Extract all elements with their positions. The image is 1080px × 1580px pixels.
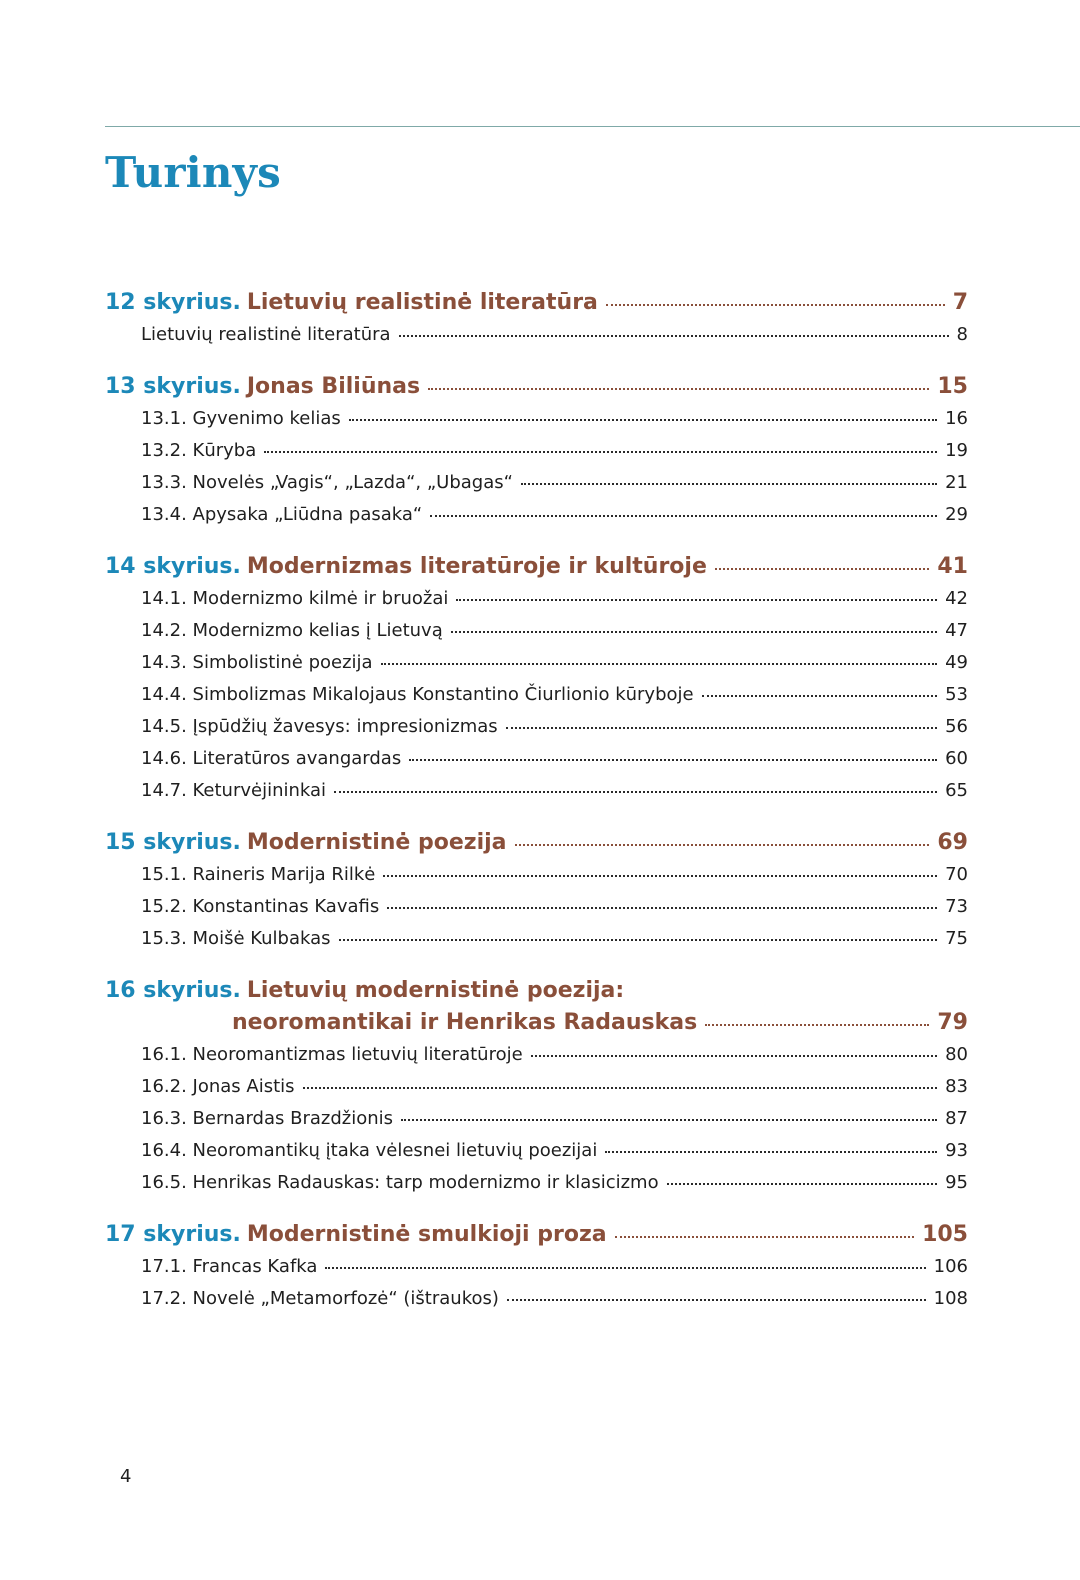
entry-title: 14.6. Literatūros avangardas [141,748,402,769]
toc-entry[interactable] [105,1251,968,1283]
entry-page: 29 [945,504,968,525]
dot-leader [451,621,937,633]
toc-entry[interactable] [105,1103,968,1135]
chapter-16[interactable] [105,975,968,1199]
dot-leader [381,653,938,665]
entry-title: 16.1. Neoromantizmas lietuvių literatūroje [141,1044,523,1065]
entry-title: 17.2. Novelė „Metamorfozė“ (ištraukos) [141,1288,499,1309]
entry-title: 16.4. Neoromantikų įtaka vėlesnei lietuvių poezijai [141,1140,598,1161]
table-of-contents [105,287,968,1335]
chapter-page: 7 [952,290,968,315]
chapter-13[interactable] [105,371,968,531]
dot-leader [428,378,929,390]
toc-entry[interactable] [105,615,968,647]
entry-page: 108 [933,1288,968,1309]
toc-entry[interactable] [105,403,968,435]
toc-entry[interactable] [105,647,968,679]
chapter-number: 15 skyrius. [105,830,241,855]
dot-leader [507,1289,926,1301]
chapter-heading[interactable] [105,287,968,319]
entry-title: 14.1. Modernizmo kilmė ir bruožai [141,588,449,609]
chapter-heading[interactable] [105,827,968,859]
toc-entry[interactable] [105,679,968,711]
entry-title: Lietuvių realistinė literatūra [141,324,391,345]
entry-page: 75 [945,928,968,949]
section-list [105,583,968,807]
entry-page: 65 [945,780,968,801]
dot-leader [430,505,937,517]
chapter-12[interactable] [105,287,968,351]
entry-page: 47 [945,620,968,641]
entry-title: 17.1. Francas Kafka [141,1256,318,1277]
entry-page: 49 [945,652,968,673]
section-list [105,403,968,531]
page-number: 4 [120,1466,132,1487]
chapter-heading[interactable] [105,371,968,403]
chapter-page: 105 [922,1222,968,1247]
entry-title: 15.1. Raineris Marija Rilkė [141,864,376,885]
entry-page: 106 [933,1256,968,1277]
toc-entry[interactable] [105,499,968,531]
dot-leader [264,441,937,453]
entry-page: 19 [945,440,968,461]
toc-entry[interactable] [105,1071,968,1103]
dot-leader [615,1226,914,1238]
entry-page: 70 [945,864,968,885]
toc-entry[interactable] [105,467,968,499]
dot-leader [349,409,937,421]
entry-title: 13.2. Kūryba [141,440,257,461]
entry-title: 16.2. Jonas Aistis [141,1076,295,1097]
entry-page: 42 [945,588,968,609]
chapter-title: Modernistinė poezija [246,830,507,855]
section-list [105,1039,968,1199]
entry-title: 14.7. Keturvėjininkai [141,780,327,801]
entry-page: 60 [945,748,968,769]
dot-leader [606,294,945,306]
chapter-title: Modernistinė smulkioji proza [246,1222,607,1247]
entry-title: 14.4. Simbolizmas Mikalojaus Konstantino Čiurlionio kūryboje [141,684,694,705]
entry-page: 8 [956,324,968,345]
toc-entry[interactable] [105,743,968,775]
dot-leader [506,717,937,729]
dot-leader [401,1109,937,1121]
toc-entry[interactable] [105,1283,968,1315]
entry-title: 14.5. Įspūdžių žavesys: impresionizmas [141,716,498,737]
entry-page: 95 [945,1172,968,1193]
toc-entry[interactable] [105,1135,968,1167]
dot-leader [339,929,938,941]
entry-page: 73 [945,896,968,917]
toc-entry[interactable] [105,1039,968,1071]
dot-leader [325,1257,925,1269]
chapter-number: 13 skyrius. [105,374,241,399]
toc-entry[interactable] [105,711,968,743]
toc-entry[interactable] [105,891,968,923]
top-rule [105,126,1080,127]
toc-entry[interactable] [105,859,968,891]
chapter-page: 15 [937,374,968,399]
dot-leader [521,473,937,485]
entry-page: 83 [945,1076,968,1097]
toc-entry[interactable] [105,775,968,807]
chapter-page: 69 [937,830,968,855]
dot-leader [515,834,930,846]
dot-leader [705,1014,929,1026]
chapter-title: Lietuvių realistinė literatūra [246,290,598,315]
dot-leader [605,1141,937,1153]
chapter-17[interactable] [105,1219,968,1315]
dot-leader [303,1077,938,1089]
section-list [105,859,968,955]
dot-leader [456,589,937,601]
dot-leader [383,865,937,877]
entry-title: 13.1. Gyvenimo kelias [141,408,341,429]
chapter-title-line-1: Lietuvių modernistinė poezija: [246,978,625,1003]
chapter-number: 17 skyrius. [105,1222,241,1247]
section-list [105,1251,968,1315]
page-title: Turinys [105,148,282,197]
entry-title: 14.2. Modernizmo kelias į Lietuvą [141,620,443,641]
toc-entry[interactable] [105,319,968,351]
section-list [105,319,968,351]
entry-title: 14.3. Simbolistinė poezija [141,652,373,673]
toc-entry[interactable] [105,923,968,955]
dot-leader [334,781,937,793]
entry-page: 93 [945,1140,968,1161]
chapter-page: 79 [937,1010,968,1035]
dot-leader [531,1045,937,1057]
chapter-page: 41 [937,554,968,579]
chapter-number: 12 skyrius. [105,290,241,315]
chapter-title-line-2: neoromantikai ir Henrikas Radauskas [232,1010,698,1035]
entry-page: 16 [945,408,968,429]
entry-page: 56 [945,716,968,737]
chapter-heading[interactable] [105,551,968,583]
entry-title: 13.3. Novelės „Vagis“, „Lazda“, „Ubagas“ [141,472,513,493]
entry-title: 16.3. Bernardas Brazdžionis [141,1108,394,1129]
dot-leader [387,897,937,909]
entry-title: 16.5. Henrikas Radauskas: tarp modernizmo ir klasicizmo [141,1172,659,1193]
chapter-number: 14 skyrius. [105,554,241,579]
chapter-14[interactable] [105,551,968,807]
entry-page: 80 [945,1044,968,1065]
entry-title: 15.2. Konstantinas Kavafis [141,896,380,917]
chapter-title: Jonas Biliūnas [246,374,421,399]
toc-entry[interactable] [105,1167,968,1199]
entry-page: 53 [945,684,968,705]
chapter-heading-continued[interactable] [105,1007,968,1039]
chapter-heading[interactable] [105,975,968,1007]
dot-leader [715,558,929,570]
dot-leader [702,685,937,697]
dot-leader [399,325,949,337]
chapter-title: Modernizmas literatūroje ir kultūroje [246,554,707,579]
dot-leader [409,749,937,761]
entry-page: 21 [945,472,968,493]
chapter-number: 16 skyrius. [105,978,241,1003]
chapter-heading[interactable] [105,1219,968,1251]
dot-leader [667,1173,937,1185]
entry-page: 87 [945,1108,968,1129]
toc-entry[interactable] [105,583,968,615]
toc-entry[interactable] [105,435,968,467]
entry-title: 15.3. Moišė Kulbakas [141,928,331,949]
chapter-15[interactable] [105,827,968,955]
entry-title: 13.4. Apysaka „Liūdna pasaka“ [141,504,423,525]
